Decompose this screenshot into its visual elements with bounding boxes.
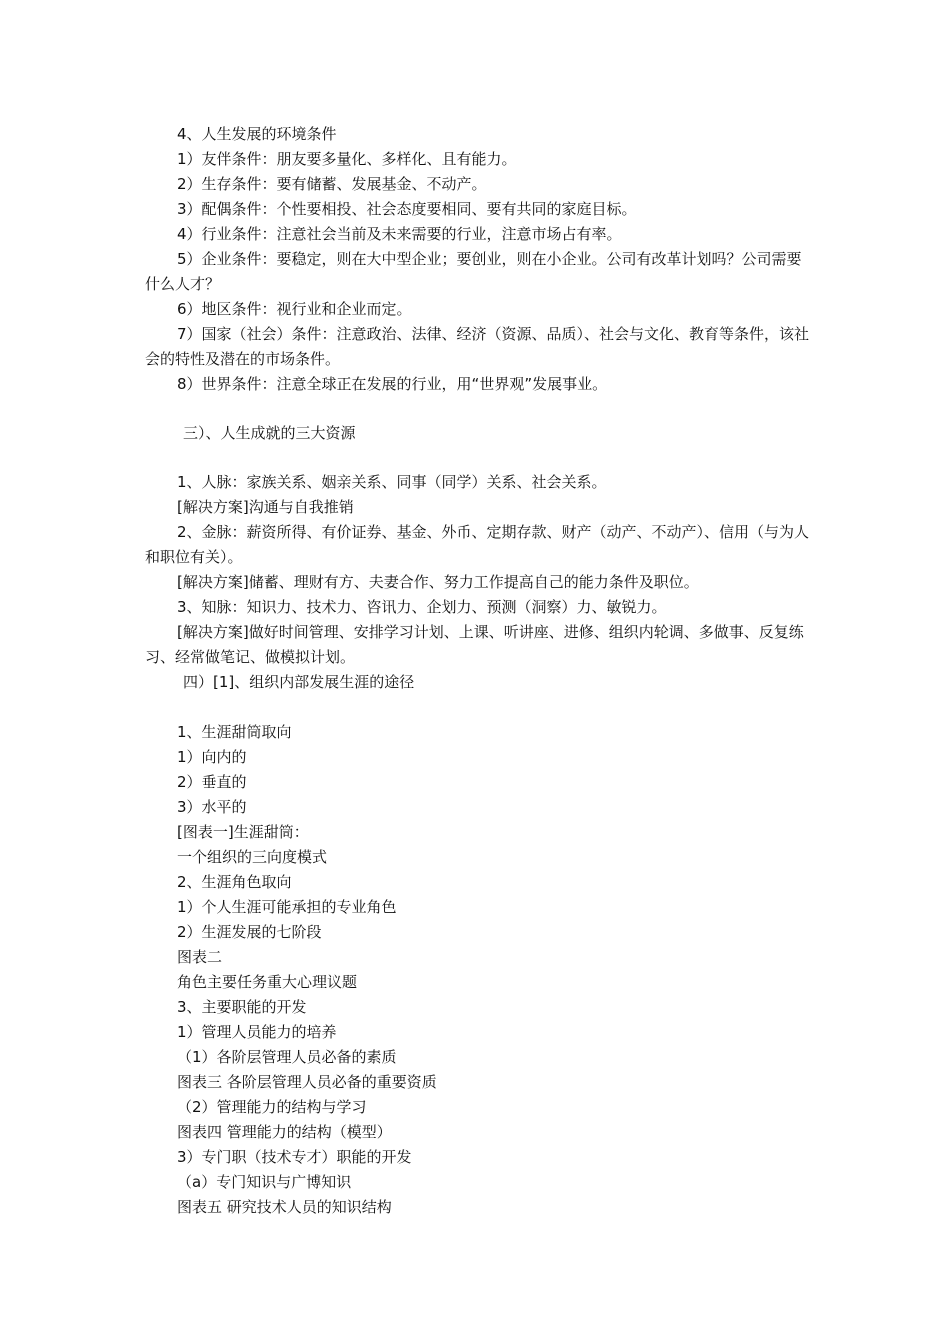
paragraph: 4）行业条件：注意社会当前及未来需要的行业，注意市场占有率。 bbox=[177, 225, 622, 243]
section-heading-environment: 4、人生发展的环境条件 bbox=[177, 125, 337, 143]
paragraph: 1）管理人员能力的培养 bbox=[177, 1023, 337, 1041]
paragraph: 3）配偶条件：个性要相投、社会态度要相同、要有共同的家庭目标。 bbox=[177, 200, 637, 218]
paragraph: 1）友伴条件：朋友要多量化、多样化、且有能力。 bbox=[177, 150, 517, 168]
paragraph: 1）向内的 bbox=[177, 748, 247, 766]
spacer bbox=[145, 397, 810, 421]
spacer bbox=[145, 446, 810, 470]
paragraph: 3）专门职（技术专才）职能的开发 bbox=[177, 1148, 412, 1166]
paragraph: 5）企业条件：要稳定，则在大中型企业；要创业，则在小企业。公司有改革计划吗？公司需要什么人才？ bbox=[145, 250, 802, 293]
paragraph: 角色主要任务重大心理议题 bbox=[177, 973, 358, 991]
paragraph: 2、金脉：薪资所得、有价证券、基金、外币、定期存款、财产（动产、不动产）、信用（与为人和职位有关）。 bbox=[145, 523, 810, 566]
paragraph: 图表五 研究技术人员的知识结构 bbox=[177, 1198, 392, 1216]
paragraph: 图表二 bbox=[177, 948, 223, 966]
paragraph: [图表一]生涯甜筒： bbox=[177, 823, 309, 841]
paragraph: 2）生存条件：要有储蓄、发展基金、不动产。 bbox=[177, 175, 487, 193]
paragraph: 1）个人生涯可能承担的专业角色 bbox=[177, 898, 397, 916]
paragraph: 一个组织的三向度模式 bbox=[177, 848, 328, 866]
paragraph: [解决方案]做好时间管理、安排学习计划、上课、听讲座、进修、组织内轮调、多做事、反复练习、经常做笔记、做模拟计划。 bbox=[145, 623, 804, 666]
paragraph: 2、生涯角色取向 bbox=[177, 873, 292, 891]
document-body bbox=[145, 122, 810, 1220]
paragraph: 3）水平的 bbox=[177, 798, 247, 816]
paragraph: 3、知脉：知识力、技术力、咨讯力、企划力、预测（洞察）力、敏锐力。 bbox=[177, 598, 667, 616]
paragraph: （a）专门知识与广博知识 bbox=[177, 1173, 352, 1191]
paragraph: 2）垂直的 bbox=[177, 773, 247, 791]
paragraph: （1）各阶层管理人员必备的素质 bbox=[177, 1048, 397, 1066]
spacer bbox=[145, 695, 810, 720]
paragraph: [解决方案]储蓄、理财有方、夫妻合作、努力工作提高自己的能力条件及职位。 bbox=[177, 573, 699, 591]
paragraph: 2）生涯发展的七阶段 bbox=[177, 923, 322, 941]
section-heading-career: 四）[1]、组织内部发展生涯的途径 bbox=[183, 673, 415, 691]
paragraph: 1、人脉：家族关系、姻亲关系、同事（同学）关系、社会关系。 bbox=[177, 473, 607, 491]
paragraph: 图表三 各阶层管理人员必备的重要资质 bbox=[177, 1073, 437, 1091]
section-heading-resources: 三）、人生成就的三大资源 bbox=[183, 424, 356, 442]
paragraph: 8）世界条件：注意全球正在发展的行业，用“世界观”发展事业。 bbox=[177, 375, 608, 393]
paragraph: 7）国家（社会）条件：注意政治、法律、经济（资源、品质）、社会与文化、教育等条件，该社会的特性及潜在的市场条件。 bbox=[145, 325, 810, 368]
paragraph: 6）地区条件：视行业和企业而定。 bbox=[177, 300, 412, 318]
paragraph: （2）管理能力的结构与学习 bbox=[177, 1098, 367, 1116]
paragraph: 图表四 管理能力的结构（模型） bbox=[177, 1123, 392, 1141]
paragraph: 1、生涯甜筒取向 bbox=[177, 723, 292, 741]
paragraph: [解决方案]沟通与自我推销 bbox=[177, 498, 354, 516]
paragraph: 3、主要职能的开发 bbox=[177, 998, 307, 1016]
